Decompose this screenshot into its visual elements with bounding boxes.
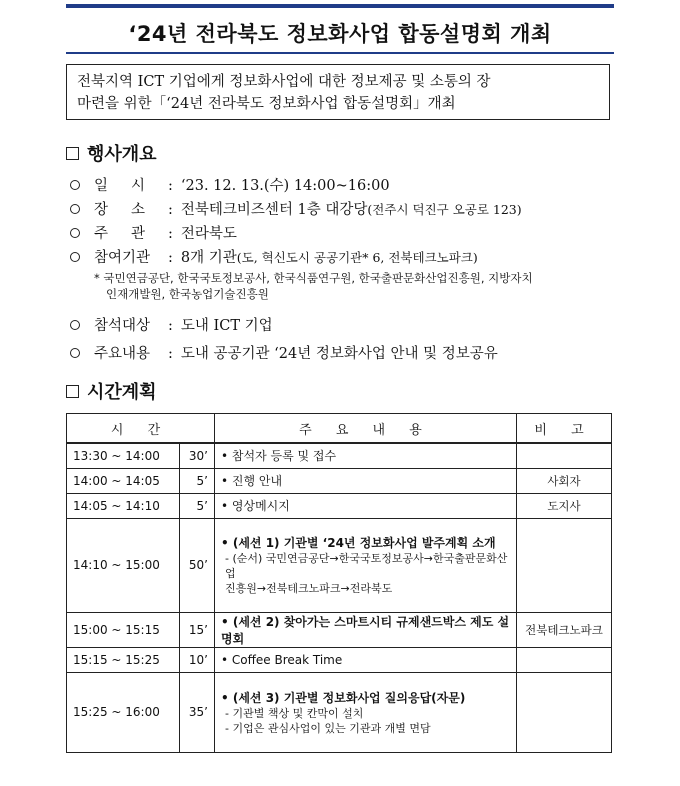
cell-duration: 30’: [180, 443, 215, 468]
overview-value: 전북테크비즈센터 1층 대강당: [180, 202, 368, 218]
cell-content: • 진행 안내: [215, 468, 517, 493]
cell-time: 14:10 ~ 15:00: [67, 518, 180, 612]
table-row: [67, 468, 612, 493]
cell-content: • 참석자 등록 및 접수: [215, 443, 517, 468]
overview-item-host: 주 관 : 전라북도: [70, 222, 237, 243]
page-title: ‘24년 전라북도 정보화사업 합동설명회 개최: [128, 22, 552, 46]
item-text: 참석자 등록 및 접수: [231, 449, 337, 464]
cell-time: 14:05 ~ 14:10: [67, 493, 180, 518]
cell-time: 15:00 ~ 15:15: [67, 612, 180, 647]
table-row: [67, 493, 612, 518]
overview-item-audience: 참석대상 : 도내 ICT 기업: [70, 314, 273, 335]
overview-item-date: 일 시 : ‘23. 12. 13.(수) 14:00~16:00: [70, 174, 390, 195]
cell-remark: [517, 647, 612, 672]
item-subtext: - 기관별 책상 및 칸막이 설치: [225, 706, 364, 720]
overview-label: 참여기관: [94, 250, 151, 266]
cell-content: • (세션 3) 기관별 정보화사업 질의응답(자문) - 기관별 책상 및 칸막이 설치 - 기업은 관심사업이 있는 기관과 개별 면담: [215, 672, 517, 752]
title-top-rule: [66, 4, 614, 8]
participants-footnote: [94, 270, 533, 302]
square-bullet-icon: [66, 147, 79, 160]
item-subtext: - (순서) 국민연금공단→한국국토정보공사→한국출판문화산업: [225, 552, 508, 580]
table-row: [67, 612, 612, 647]
footnote-line-1: * 국민연금공단, 한국국토정보공사, 한국식품연구원, 한국출판문화산업진흥원, 지방자치: [94, 271, 533, 285]
title-block: [66, 4, 614, 54]
item-text: 진행 안내: [231, 474, 283, 488]
overview-item-content: 주요내용 : 도내 공공기관 ‘24년 정보화사업 안내 및 정보공유: [70, 342, 498, 363]
overview-value: 도내 공공기관 ‘24년 정보화사업 안내 및 정보공유: [180, 346, 498, 362]
cell-duration: 50’: [180, 518, 215, 612]
table-row: [67, 672, 612, 752]
overview-value-extra: (도, 혁신도시 공공기관* 6, 전북테크노파크): [236, 250, 478, 265]
circle-bullet-icon: [70, 180, 80, 190]
overview-value-extra: (전주시 덕진구 오공로 123): [367, 202, 522, 217]
circle-bullet-icon: [70, 320, 80, 330]
overview-label: 장 소: [94, 202, 146, 218]
section-title-overview: 행사개요: [87, 144, 157, 165]
cell-duration: 5’: [180, 493, 215, 518]
cell-content: • (세션 2) 찾아가는 스마트시티 규제샌드박스 제도 설명회: [215, 612, 517, 647]
cell-duration: 35’: [180, 672, 215, 752]
overview-label: 주요내용: [94, 346, 151, 362]
cell-time: 15:15 ~ 15:25: [67, 647, 180, 672]
cell-remark: [517, 443, 612, 468]
section-heading-schedule: [66, 378, 157, 404]
cell-remark: 전북테크노파크: [517, 612, 612, 647]
cell-content: • (세션 1) 기관별 ‘24년 정보화사업 발주계획 소개 - (순서) 국민연금공단→한국국토정보공사→한국출판문화산업 진흥원→전북테크노파크→전라북도: [215, 518, 517, 612]
table-header-row: [67, 414, 612, 444]
cell-content: • 영상메시지: [215, 493, 517, 518]
footnote-line-2: 인재개발원, 한국농업기술진흥원: [106, 287, 269, 301]
table-row: [67, 518, 612, 612]
summary-box: [66, 64, 610, 120]
schedule-table: [66, 413, 612, 753]
item-text: (세션 1) 기관별 ‘24년 정보화사업 발주계획 소개: [232, 536, 496, 550]
table-row: [67, 443, 612, 468]
summary-line-1: 전북지역 ICT 기업에게 정보화사업에 대한 정보제공 및 소통의 장: [77, 74, 491, 90]
cell-remark: 도지사: [517, 493, 612, 518]
cell-remark: [517, 672, 612, 752]
cell-remark: 사회자: [517, 468, 612, 493]
cell-duration: 15’: [180, 612, 215, 647]
overview-value: 8개 기관: [180, 250, 237, 266]
overview-item-participants: 참여기관 : 8개 기관 (도, 혁신도시 공공기관* 6, 전북테크노파크): [70, 246, 478, 267]
header-time: 시 간: [67, 414, 215, 444]
item-text: (세션 3) 기관별 정보화사업 질의응답(자문): [232, 690, 466, 705]
cell-time: 14:00 ~ 14:05: [67, 468, 180, 493]
overview-value: ‘23. 12. 13.(수) 14:00~16:00: [180, 178, 390, 194]
overview-label: 일 시: [94, 178, 146, 194]
overview-label: 주 관: [94, 226, 146, 242]
cell-content: • Coffee Break Time: [215, 647, 517, 672]
section-heading-overview: [66, 140, 157, 166]
cell-time: 15:25 ~ 16:00: [67, 672, 180, 752]
cell-duration: 10’: [180, 647, 215, 672]
item-text: Coffee Break Time: [231, 652, 343, 667]
item-text: 영상메시지: [231, 499, 290, 513]
header-content: 주 요 내 용: [215, 414, 517, 444]
overview-label: 참석대상: [94, 318, 151, 334]
cell-time: 13:30 ~ 14:00: [67, 443, 180, 468]
overview-item-place: 장 소 : 전북테크비즈센터 1층 대강당 (전주시 덕진구 오공로 123): [70, 198, 522, 219]
title-bottom-rule: [66, 52, 614, 54]
circle-bullet-icon: [70, 252, 80, 262]
header-remark: 비 고: [517, 414, 612, 444]
circle-bullet-icon: [70, 348, 80, 358]
table-row: [67, 647, 612, 672]
cell-duration: 5’: [180, 468, 215, 493]
item-text: (세션 2) 찾아가는 스마트시티 규제샌드박스 제도 설명회: [221, 614, 510, 646]
overview-value: 전라북도: [180, 226, 237, 242]
item-subtext: - 기업은 관심사업이 있는 기관과 개별 면담: [225, 721, 431, 735]
overview-value: 도내 ICT 기업: [180, 318, 273, 334]
cell-remark: [517, 518, 612, 612]
section-title-schedule: 시간계획: [87, 382, 157, 403]
square-bullet-icon: [66, 385, 79, 398]
circle-bullet-icon: [70, 204, 80, 214]
circle-bullet-icon: [70, 228, 80, 238]
item-subtext: 진흥원→전북테크노파크→전라북도: [225, 582, 393, 595]
summary-line-2: 마련을 위한「‘24년 전라북도 정보화사업 합동설명회」개최: [77, 96, 456, 112]
